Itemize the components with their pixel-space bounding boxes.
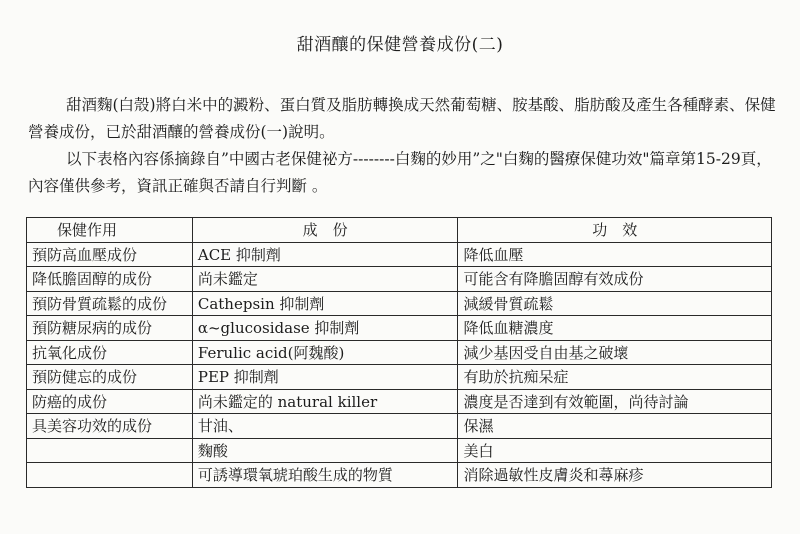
health-function-cell: 抗氧化成份 [27,340,193,365]
effect-cell: 消除過敏性皮膚炎和蕁麻疹 [458,463,772,488]
health-function-cell: 預防糖尿病的成份 [27,316,193,341]
header-effect: 功 效 [458,218,772,243]
header-health-function: 保健作用 [27,218,193,243]
health-function-cell: 預防骨質疏鬆的成份 [27,291,193,316]
table-row [27,389,772,414]
health-function-cell [27,463,193,488]
document-title: 甜酒釀的保健營養成份(二) [296,35,504,55]
effect-cell: 保濕 [458,414,772,439]
health-function-table [26,217,772,488]
intro-paragraph [28,92,776,146]
effect-cell: 減少基因受自由基之破壞 [458,340,772,365]
source-paragraph-text: 以下表格內容係摘錄自”中國古老保健祕方--------白麴的妙用”之"白麴的醫療保健功效"篇章第15-29頁，內容僅供參考，資訊正確與否請自行判斷 。 [28,150,772,195]
ingredient-cell: ACE 抑制劑 [192,242,458,267]
ingredient-cell: 可誘導環氧琥珀酸生成的物質 [192,463,458,488]
intro-paragraph-text: 甜酒麴(白殼)將白米中的澱粉、蛋白質及脂肪轉換成天然葡萄糖、胺基酸、脂肪酸及產生各種酵素、保健營養成份，已於甜酒釀的營養成份(一)說明。 [28,96,776,141]
effect-cell: 美白 [458,438,772,463]
table-row [27,365,772,390]
ingredient-cell: Cathepsin 抑制劑 [192,291,458,316]
table-header-row [27,218,772,243]
table-row [27,267,772,292]
ingredient-cell: 尚未鑑定 [192,267,458,292]
table-row [27,242,772,267]
ingredient-cell: 麴酸 [192,438,458,463]
effect-cell: 降低血壓 [458,242,772,267]
ingredient-cell: PEP 抑制劑 [192,365,458,390]
health-function-cell: 具美容功效的成份 [27,414,193,439]
effect-cell: 降低血糖濃度 [458,316,772,341]
health-function-cell: 防癌的成份 [27,389,193,414]
ingredient-cell: 尚未鑑定的 natural killer [192,389,458,414]
ingredient-cell: 甘油、 [192,414,458,439]
header-ingredient: 成 份 [192,218,458,243]
effect-cell: 可能含有降膽固醇有效成份 [458,267,772,292]
effect-cell: 濃度是否達到有效範圍，尚待討論 [458,389,772,414]
health-function-cell: 預防高血壓成份 [27,242,193,267]
ingredient-cell: α~glucosidase 抑制劑 [192,316,458,341]
table-row [27,463,772,488]
effect-cell: 減緩骨質疏鬆 [458,291,772,316]
source-paragraph [28,146,776,200]
ingredient-cell: Ferulic acid(阿魏酸) [192,340,458,365]
table-row [27,291,772,316]
effect-cell: 有助於抗痴呆症 [458,365,772,390]
table-row [27,340,772,365]
health-function-cell [27,438,193,463]
table-row [27,414,772,439]
health-function-cell: 預防健忘的成份 [27,365,193,390]
table-row [27,316,772,341]
table-row [27,438,772,463]
health-function-cell: 降低膽固醇的成份 [27,267,193,292]
